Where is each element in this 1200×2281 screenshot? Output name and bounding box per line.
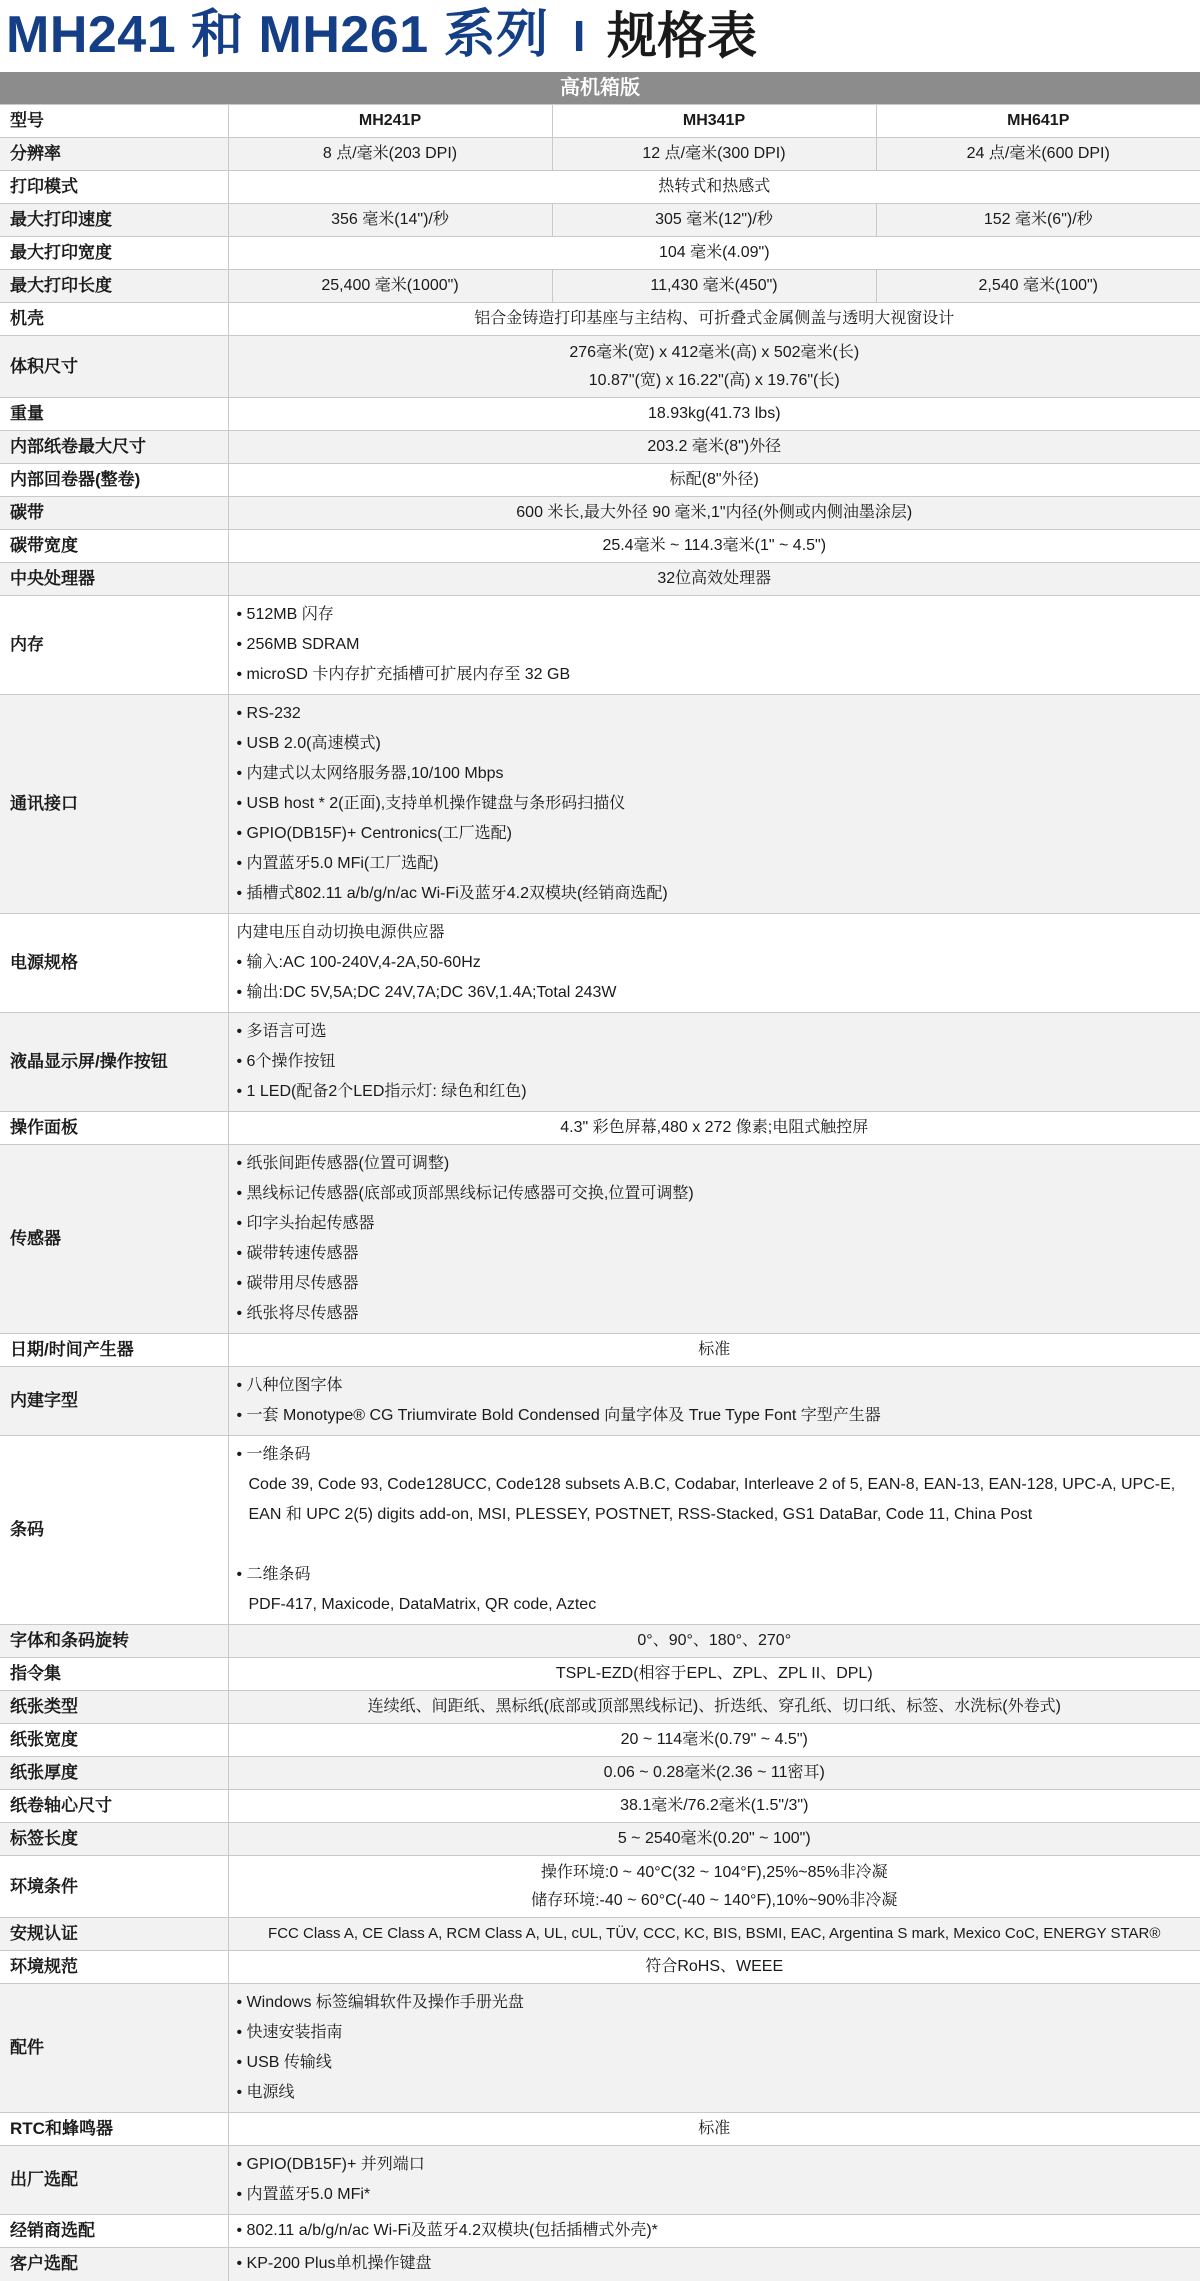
row-label: 出厂选配 xyxy=(0,2146,228,2215)
list-item: • GPIO(DB15F)+ 并列端口 xyxy=(237,2150,1193,2180)
list-item: • 内置蓝牙5.0 MFi(工厂选配) xyxy=(237,849,1193,879)
table-row xyxy=(0,563,1200,596)
table-cell: 152 毫米(6")/秒 xyxy=(876,204,1200,237)
row-label: 体积尺寸 xyxy=(0,336,228,398)
list-item: • 802.11 a/b/g/n/ac Wi-Fi及蓝牙4.2双模块(包括插槽式外壳)* xyxy=(237,2216,1193,2246)
row-label: 纸张厚度 xyxy=(0,1757,228,1790)
table-row xyxy=(0,1367,1200,1436)
table-cell: 连续纸、间距纸、黑标纸(底部或顶部黑线标记)、折迭纸、穿孔纸、切口纸、标签、水洗标(外卷式) xyxy=(228,1691,1200,1724)
row-label: 电源规格 xyxy=(0,914,228,1013)
table-row xyxy=(0,1625,1200,1658)
table-cell: 0.06 ~ 0.28毫米(2.36 ~ 11密耳) xyxy=(228,1757,1200,1790)
list-item: • 纸张将尽传感器 xyxy=(237,1299,1193,1329)
list-item: • microSD 卡内存扩充插槽可扩展内存至 32 GB xyxy=(237,660,1193,690)
spec-table xyxy=(0,104,1200,2281)
table-row xyxy=(0,1823,1200,1856)
table-cell xyxy=(228,336,1200,398)
row-label: 环境规范 xyxy=(0,1951,228,1984)
table-row xyxy=(0,1145,1200,1334)
row-label: 客户选配 xyxy=(0,2248,228,2281)
row-label: 碳带 xyxy=(0,497,228,530)
row-label: 安规认证 xyxy=(0,1918,228,1951)
barcode-list xyxy=(228,1436,1200,1625)
table-cell: 203.2 毫米(8")外径 xyxy=(228,431,1200,464)
list-item: • 512MB 闪存 xyxy=(237,600,1193,630)
page-subtitle: 规格表 xyxy=(607,4,757,68)
table-cell: 305 毫米(12")/秒 xyxy=(552,204,876,237)
row-label: 内部纸卷最大尺寸 xyxy=(0,431,228,464)
table-row xyxy=(0,530,1200,563)
row-label: 内建字型 xyxy=(0,1367,228,1436)
storage-env: 储存环境:-40 ~ 60°C(-40 ~ 140°F),10%~90%非冷凝 xyxy=(229,1887,1200,1915)
model-cell: MH241P xyxy=(228,105,552,138)
row-label: 最大打印长度 xyxy=(0,270,228,303)
list-item: • 内置蓝牙5.0 MFi* xyxy=(237,2180,1193,2210)
table-row xyxy=(0,497,1200,530)
table-cell: 标准 xyxy=(228,2113,1200,2146)
row-label: 经销商选配 xyxy=(0,2215,228,2248)
table-row xyxy=(0,1334,1200,1367)
barcode-2d-text: PDF-417, Maxicode, DataMatrix, QR code, Aztec xyxy=(237,1590,1193,1620)
table-cell: 18.93kg(41.73 lbs) xyxy=(228,398,1200,431)
table-cell: 12 点/毫米(300 DPI) xyxy=(552,138,876,171)
table-cell: 热转式和热感式 xyxy=(228,171,1200,204)
table-row xyxy=(0,695,1200,914)
model-cell: MH641P xyxy=(876,105,1200,138)
row-label: 指令集 xyxy=(0,1658,228,1691)
table-cell: TSPL-EZD(相容于EPL、ZPL、ZPL II、DPL) xyxy=(228,1658,1200,1691)
table-row xyxy=(0,1984,1200,2113)
dimension-imperial: 10.87"(宽) x 16.22"(高) x 19.76"(长) xyxy=(229,367,1200,395)
row-label: 内部回卷器(整卷) xyxy=(0,464,228,497)
table-row xyxy=(0,1757,1200,1790)
bullet-list xyxy=(228,695,1200,914)
table-cell: 356 毫米(14")/秒 xyxy=(228,204,552,237)
table-cell: 11,430 毫米(450") xyxy=(552,270,876,303)
list-item: • 纸张间距传感器(位置可调整) xyxy=(237,1149,1193,1179)
table-cell: 20 ~ 114毫米(0.79" ~ 4.5") xyxy=(228,1724,1200,1757)
row-label: 纸张宽度 xyxy=(0,1724,228,1757)
table-cell: 5 ~ 2540毫米(0.20" ~ 100") xyxy=(228,1823,1200,1856)
table-row xyxy=(0,431,1200,464)
dimension-metric: 276毫米(宽) x 412毫米(高) x 502毫米(长) xyxy=(229,339,1200,367)
list-item: • 一维条码 xyxy=(237,1440,1193,1470)
table-row xyxy=(0,105,1200,138)
section-header: 高机箱版 xyxy=(0,72,1200,104)
row-label: 标签长度 xyxy=(0,1823,228,1856)
table-row xyxy=(0,270,1200,303)
title-separator: I xyxy=(573,14,585,60)
list-item: • 电源线 xyxy=(237,2078,1193,2108)
table-cell: 8 点/毫米(203 DPI) xyxy=(228,138,552,171)
bullet-list xyxy=(228,914,1200,1013)
table-row xyxy=(0,464,1200,497)
row-label: 最大打印速度 xyxy=(0,204,228,237)
table-row xyxy=(0,914,1200,1013)
table-row xyxy=(0,171,1200,204)
list-item: • USB 传输线 xyxy=(237,2048,1193,2078)
table-cell: 104 毫米(4.09") xyxy=(228,237,1200,270)
table-cell xyxy=(228,1856,1200,1918)
list-item: • 1 LED(配备2个LED指示灯: 绿色和红色) xyxy=(237,1077,1193,1107)
table-cell: 25,400 毫米(1000") xyxy=(228,270,552,303)
table-cell: 标配(8"外径) xyxy=(228,464,1200,497)
table-cell: 32位高效处理器 xyxy=(228,563,1200,596)
bullet-list xyxy=(228,1367,1200,1436)
list-item: • 二维条码 xyxy=(237,1560,1193,1590)
bullet-list xyxy=(228,1984,1200,2113)
list-item: • 输出:DC 5V,5A;DC 24V,7A;DC 36V,1.4A;Total 243W xyxy=(237,978,1193,1008)
model-cell: MH341P xyxy=(552,105,876,138)
barcode-1d-text: Code 39, Code 93, Code128UCC, Code128 subsets A.B.C, Codabar, Interleave 2 of 5, EAN-8, EAN-13, EAN-128, UPC-A, UPC-E, EAN 和 UPC 2(5) digits add-on, MSI, PLESSEY, POSTNET, RSS-Stacked, GS1 DataBar, Code 11, China Post xyxy=(237,1470,1193,1530)
row-label: 纸张类型 xyxy=(0,1691,228,1724)
bullet-list xyxy=(228,2146,1200,2215)
row-label: 操作面板 xyxy=(0,1112,228,1145)
row-label: 通讯接口 xyxy=(0,695,228,914)
spacer xyxy=(237,1530,1193,1560)
row-label: 传感器 xyxy=(0,1145,228,1334)
list-item: • RS-232 xyxy=(237,699,1193,729)
table-cell: 铝合金铸造打印基座与主结构、可折叠式金属侧盖与透明大视窗设计 xyxy=(228,303,1200,336)
row-label: 日期/时间产生器 xyxy=(0,1334,228,1367)
list-item: • 一套 Monotype® CG Triumvirate Bold Condensed 向量字体及 True Type Font 字型产生器 xyxy=(237,1401,1193,1431)
list-item: • USB host * 2(正面),支持单机操作键盘与条形码扫描仪 xyxy=(237,789,1193,819)
row-label: 碳带宽度 xyxy=(0,530,228,563)
list-item: • 多语言可选 xyxy=(237,1017,1193,1047)
table-cell: 600 米长,最大外径 90 毫米,1"内径(外侧或内侧油墨涂层) xyxy=(228,497,1200,530)
row-label: 内存 xyxy=(0,596,228,695)
row-label: RTC和蜂鸣器 xyxy=(0,2113,228,2146)
bullet-list xyxy=(228,596,1200,695)
table-row xyxy=(0,1724,1200,1757)
table-cell: 标准 xyxy=(228,1334,1200,1367)
bullet-list xyxy=(228,1145,1200,1334)
table-cell: 4.3" 彩色屏幕,480 x 272 像素;电阻式触控屏 xyxy=(228,1112,1200,1145)
row-label: 打印模式 xyxy=(0,171,228,204)
list-item: • KP-200 Plus单机操作键盘 xyxy=(237,2249,1193,2279)
row-label: 配件 xyxy=(0,1984,228,2113)
table-cell: 符合RoHS、WEEE xyxy=(228,1951,1200,1984)
bullet-list xyxy=(228,1013,1200,1112)
page-header xyxy=(0,0,1200,72)
operating-env: 操作环境:0 ~ 40°C(32 ~ 104°F),25%~85%非冷凝 xyxy=(229,1859,1200,1887)
row-label: 最大打印宽度 xyxy=(0,237,228,270)
list-item: • 八种位图字体 xyxy=(237,1371,1193,1401)
table-row xyxy=(0,2113,1200,2146)
table-row xyxy=(0,336,1200,398)
row-label: 分辨率 xyxy=(0,138,228,171)
table-row xyxy=(0,237,1200,270)
list-item: • 6个操作按钮 xyxy=(237,1047,1193,1077)
table-row xyxy=(0,1013,1200,1112)
list-item: • 碳带转速传感器 xyxy=(237,1239,1193,1269)
list-item: • 内建式以太网络服务器,10/100 Mbps xyxy=(237,759,1193,789)
list-item: • GPIO(DB15F)+ Centronics(工厂选配) xyxy=(237,819,1193,849)
table-cell: 0°、90°、180°、270° xyxy=(228,1625,1200,1658)
table-cell: 24 点/毫米(600 DPI) xyxy=(876,138,1200,171)
table-cell: 2,540 毫米(100") xyxy=(876,270,1200,303)
list-item: • 印字头抬起传感器 xyxy=(237,1209,1193,1239)
table-row xyxy=(0,1790,1200,1823)
table-row xyxy=(0,398,1200,431)
table-row xyxy=(0,204,1200,237)
table-row xyxy=(0,1856,1200,1918)
table-row xyxy=(0,2248,1200,2281)
table-row xyxy=(0,303,1200,336)
page-title: MH241 和 MH261 系列 xyxy=(6,2,549,68)
list-item: • 快速安装指南 xyxy=(237,2018,1193,2048)
row-label: 中央处理器 xyxy=(0,563,228,596)
list-item: • 插槽式802.11 a/b/g/n/ac Wi-Fi及蓝牙4.2双模块(经销商选配) xyxy=(237,879,1193,909)
table-cell: 38.1毫米/76.2毫米(1.5"/3") xyxy=(228,1790,1200,1823)
table-row xyxy=(0,1658,1200,1691)
table-row xyxy=(0,138,1200,171)
row-label: 重量 xyxy=(0,398,228,431)
table-row xyxy=(0,596,1200,695)
list-intro: 内建电压自动切换电源供应器 xyxy=(237,918,1193,948)
row-label: 机壳 xyxy=(0,303,228,336)
row-label: 液晶显示屏/操作按钮 xyxy=(0,1013,228,1112)
list-item: • Windows 标签编辑软件及操作手册光盘 xyxy=(237,1988,1193,2018)
table-row xyxy=(0,2215,1200,2248)
bullet-list xyxy=(228,2248,1200,2281)
table-cell: 25.4毫米 ~ 114.3毫米(1" ~ 4.5") xyxy=(228,530,1200,563)
bullet-list xyxy=(228,2215,1200,2248)
row-label: 条码 xyxy=(0,1436,228,1625)
table-row xyxy=(0,1951,1200,1984)
list-item: • USB 2.0(高速模式) xyxy=(237,729,1193,759)
row-label: 环境条件 xyxy=(0,1856,228,1918)
table-row xyxy=(0,1436,1200,1625)
table-row xyxy=(0,1918,1200,1951)
list-item: • 碳带用尽传感器 xyxy=(237,1269,1193,1299)
row-label: 纸卷轴心尺寸 xyxy=(0,1790,228,1823)
row-label: 型号 xyxy=(0,105,228,138)
table-cell: FCC Class A, CE Class A, RCM Class A, UL, cUL, TÜV, CCC, KC, BIS, BSMI, EAC, Argentina S mark, Mexico CoC, ENERGY STAR® xyxy=(228,1918,1200,1951)
list-item: • 输入:AC 100-240V,4-2A,50-60Hz xyxy=(237,948,1193,978)
list-item: • 黑线标记传感器(底部或顶部黑线标记传感器可交换,位置可调整) xyxy=(237,1179,1193,1209)
table-row xyxy=(0,2146,1200,2215)
table-row xyxy=(0,1691,1200,1724)
row-label: 字体和条码旋转 xyxy=(0,1625,228,1658)
table-row xyxy=(0,1112,1200,1145)
list-item: • 256MB SDRAM xyxy=(237,630,1193,660)
